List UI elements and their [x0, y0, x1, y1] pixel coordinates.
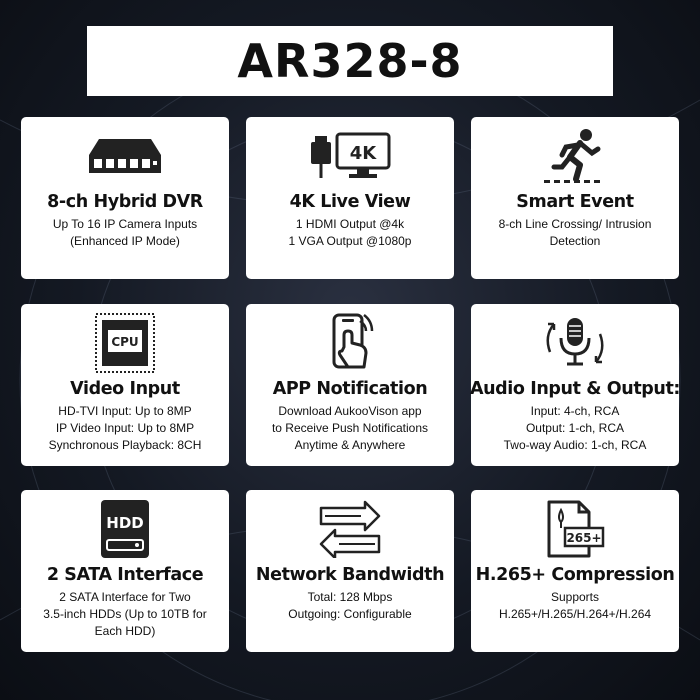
feature-card-audio	[471, 304, 679, 466]
feature-card-app-notification	[246, 304, 454, 466]
card-description: Download AukooVison app to Receive Push Notifications Anytime & Anywhere	[271, 404, 429, 452]
feature-card-hybrid-dvr	[21, 117, 229, 279]
svg-text:CPU: CPU	[111, 335, 139, 349]
phone-tap-icon	[320, 311, 380, 375]
card-description: HD-TVI Input: Up to 8MP IP Video Input: Up to 8MP Synchronous Playback: 8CH	[48, 404, 202, 452]
microphone-icon	[540, 312, 610, 374]
transfer-arrows-icon	[315, 500, 385, 558]
card-description: 1 HDMI Output @4k 1 VGA Output @1080p	[288, 217, 412, 248]
card-description: Up To 16 IP Camera Inputs (Enhanced IP Mode)	[52, 217, 198, 248]
svg-text:HDD: HDD	[106, 514, 144, 532]
feature-card-video-input	[21, 304, 229, 466]
running-person-icon	[540, 127, 610, 185]
card-title: 2 SATA Interface	[46, 565, 204, 585]
svg-text:4K: 4K	[349, 143, 377, 164]
card-title: 4K Live View	[289, 192, 411, 212]
card-title: 8-ch Hybrid DVR	[47, 192, 203, 212]
card-title: Network Bandwidth	[255, 565, 445, 585]
feature-card-4k-live-view	[246, 117, 454, 279]
feature-card-sata	[21, 490, 229, 652]
card-title: Smart Event	[516, 192, 634, 212]
card-description: 8-ch Line Crossing/ Intrusion Detection	[498, 217, 652, 248]
card-title: APP Notification	[272, 379, 428, 399]
title-banner	[87, 26, 613, 96]
card-description: Total: 128 Mbps Outgoing: Configurable	[288, 590, 412, 621]
card-description: Supports H.265+/H.265/H.264+/H.264	[498, 590, 652, 621]
feature-card-h265	[471, 490, 679, 652]
cpu-chip-icon	[94, 312, 156, 374]
card-description: Input: 4-ch, RCA Output: 1-ch, RCA Two-way Audio: 1-ch, RCA	[503, 404, 647, 452]
feature-card-network-bandwidth	[246, 490, 454, 652]
hdmi-4k-icon	[305, 128, 395, 184]
card-title: H.265+ Compression	[475, 565, 675, 585]
feature-card-smart-event	[471, 117, 679, 279]
card-title: Audio Input & Output:	[469, 379, 681, 399]
svg-text:265+: 265+	[566, 531, 602, 545]
network-switch-icon	[85, 131, 165, 181]
hdd-icon	[97, 498, 153, 560]
card-description: 2 SATA Interface for Two 3.5-inch HDDs (Up to 10TB for Each HDD)	[43, 590, 207, 638]
card-title: Video Input	[70, 379, 180, 399]
file-265-icon	[543, 498, 607, 560]
page-title: AR328-8	[237, 34, 463, 88]
